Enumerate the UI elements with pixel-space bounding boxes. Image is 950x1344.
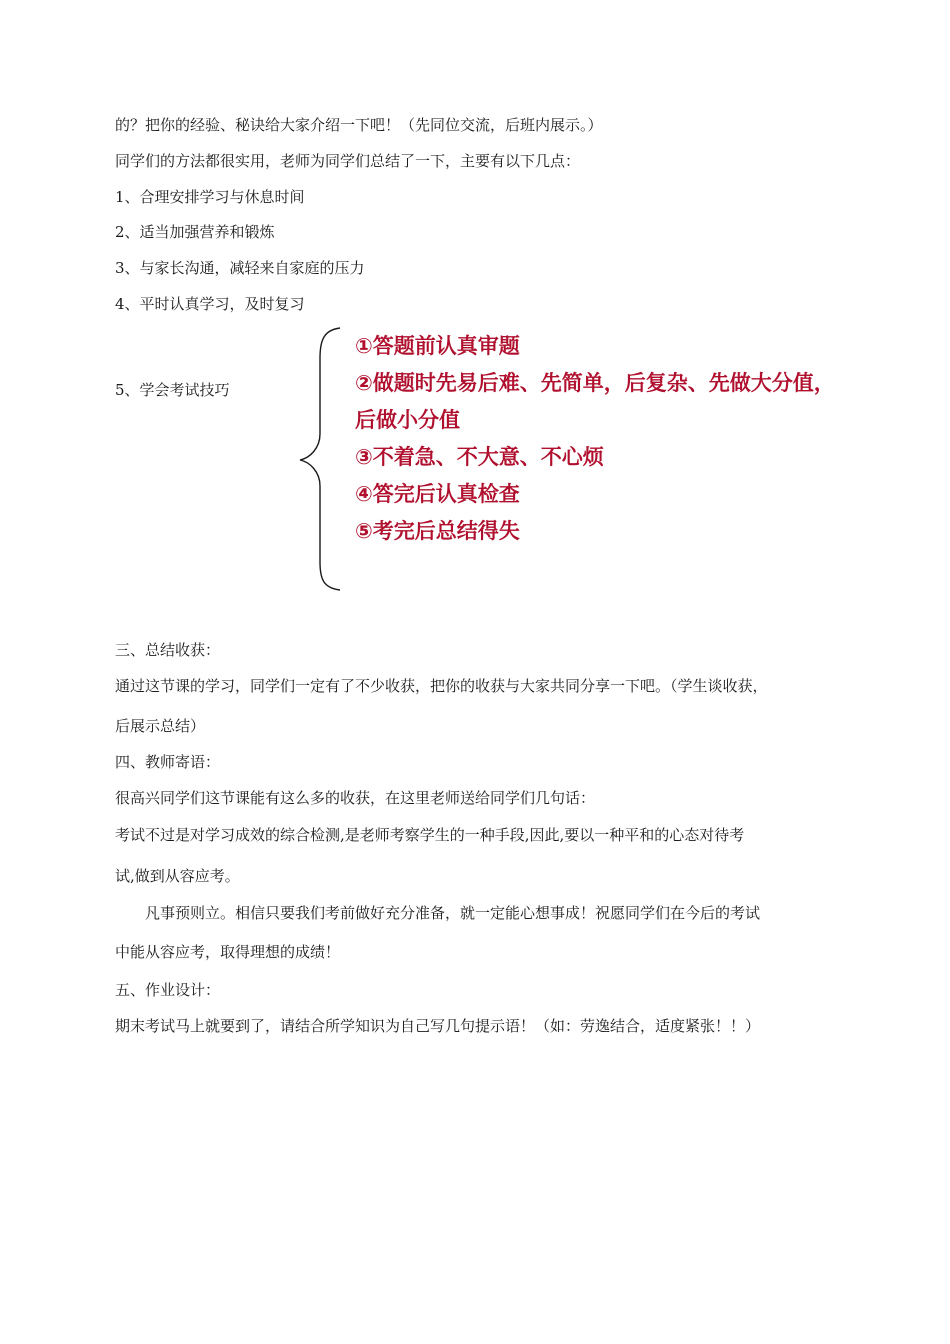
- text-line: 中能从容应考，取得理想的成绩！: [115, 943, 341, 961]
- tip-item: 后做小分值: [355, 408, 460, 432]
- text-line: 的？把你的经验、秘诀给大家介绍一下吧！（先同位交流，后班内展示。）: [115, 116, 603, 134]
- list-item: 4、平时认真学习，及时复习: [115, 295, 305, 313]
- list-item: 3、与家长沟通，减轻来自家庭的压力: [115, 259, 365, 277]
- list-item: 2、适当加强营养和锻炼: [115, 223, 275, 241]
- section-heading: 三、总结收获：: [115, 641, 221, 659]
- tip-item: ④答完后认真检查: [355, 482, 520, 506]
- text-line: 凡事预则立。相信只要我们考前做好充分准备，就一定能心想事成！祝愿同学们在今后的考试: [145, 904, 761, 922]
- text-line: 期末考试马上就要到了，请结合所学知识为自己写几句提示语！（如：劳逸结合，适度紧张！！）: [115, 1017, 761, 1035]
- tip-item: ①答题前认真审题: [355, 334, 520, 358]
- text-line: 很高兴同学们这节课能有这么多的收获，在这里老师送给同学们几句话：: [115, 789, 596, 807]
- section-heading: 五、作业设计：: [115, 981, 221, 999]
- text-line: 试,做到从容应考。: [115, 867, 240, 885]
- curly-brace: [296, 326, 346, 592]
- text-line: 考试不过是对学习成效的综合检测,是老师考察学生的一种手段,因此,要以一种平和的心态对待考: [115, 826, 745, 844]
- text-line: 通过这节课的学习，同学们一定有了不少收获，把你的收获与大家共同分享一下吧。（学生谈收获，: [115, 677, 768, 695]
- tip-item: ③不着急、不大意、不心烦: [355, 445, 604, 469]
- text-line: 后展示总结）: [115, 717, 206, 735]
- list-item: 1、合理安排学习与休息时间: [115, 188, 305, 206]
- section-heading: 四、教师寄语：: [115, 753, 221, 771]
- text-line: 同学们的方法都很实用，老师为同学们总结了一下，主要有以下几点：: [115, 152, 581, 170]
- tip-item: ⑤考完后总结得失: [355, 519, 520, 543]
- list-item: 5、学会考试技巧: [115, 381, 230, 399]
- tip-item: ②做题时先易后难、先简单，后复杂、先做大分值，: [355, 371, 835, 395]
